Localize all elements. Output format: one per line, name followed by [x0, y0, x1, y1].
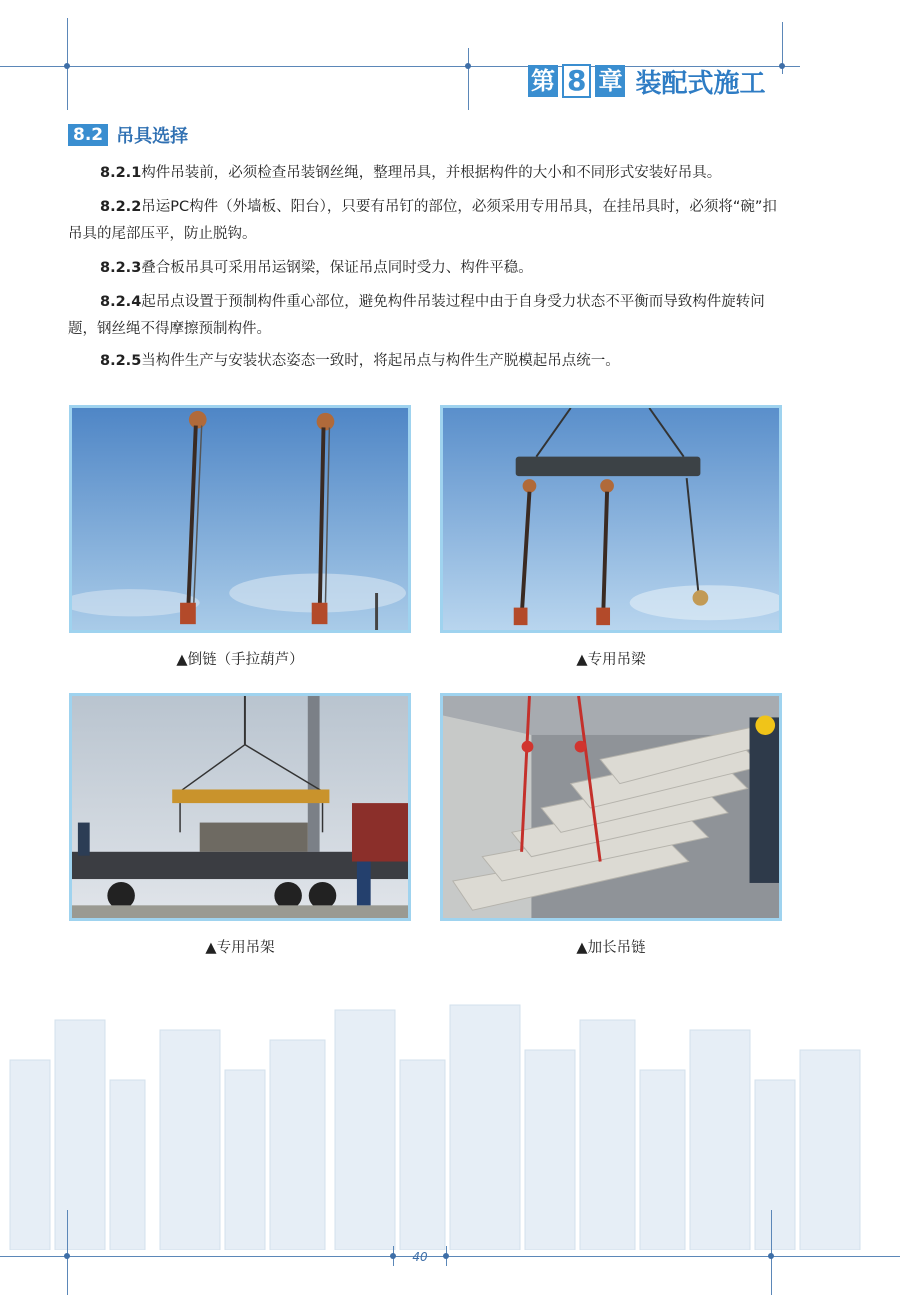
section-number: 8.2 — [68, 124, 108, 146]
photo-chain-hoist — [69, 405, 411, 633]
clause-text: 构件吊装前，必须检查吊装钢丝绳，整理吊具，并根据构件的大小和不同形式安装好吊具。 — [141, 165, 722, 181]
top-mid-dot — [465, 63, 471, 69]
section-title: 吊具选择 — [116, 126, 189, 147]
clause-text: 吊运PC构件（外墙板、阳台），只要有吊钉的部位，必须采用专用吊具，在挂吊具时，必须将“碗”扣吊具的尾部压平，防止脱钩。 — [68, 199, 777, 242]
photo-extended-chain — [440, 693, 782, 921]
bottom-mid-left-dot — [390, 1253, 396, 1259]
bottom-right-dot — [768, 1253, 774, 1259]
chapter-title: 装配式施工 — [635, 68, 766, 99]
paragraph-8-2-5 — [68, 348, 788, 375]
clause-text: 起吊点设置于预制构件重心部位，避免构件吊装过程中由于自身受力状态不平衡而导致构件旋转问题，钢丝绳不得摩擦预制构件。 — [68, 294, 765, 337]
paragraph-8-2-3 — [68, 255, 788, 282]
clause-text: 当构件生产与安装状态姿态一致时，将起吊点与构件生产脱模起吊点统一。 — [141, 353, 620, 369]
chapter-header — [528, 64, 766, 98]
skyline-background — [0, 1000, 900, 1250]
clause-number: 8.2.4 — [100, 294, 142, 310]
paragraph-8-2-2 — [68, 194, 788, 248]
clause-text: 叠合板吊具可采用吊运钢梁，保证吊点同时受力、构件平稳。 — [141, 260, 533, 276]
chapter-suffix: 章 — [595, 65, 625, 97]
caption-lifting-frame: ▲专用吊架 — [205, 940, 275, 956]
caption-extended-chain: ▲加长吊链 — [576, 940, 646, 956]
page-number: 40 — [412, 1250, 428, 1264]
top-left-dot — [64, 63, 70, 69]
clause-number: 8.2.1 — [100, 165, 142, 181]
section-heading — [68, 122, 188, 148]
chapter-number: 8 — [562, 64, 591, 98]
bottom-left-dot — [64, 1253, 70, 1259]
top-right-dot — [779, 63, 785, 69]
photo-lifting-frame — [69, 693, 411, 921]
paragraph-8-2-1 — [68, 160, 788, 187]
chapter-prefix: 第 — [528, 65, 558, 97]
paragraph-8-2-4 — [68, 289, 788, 343]
top-mid-vertical — [468, 48, 469, 110]
caption-spreader-beam: ▲专用吊梁 — [576, 652, 646, 668]
bottom-rule — [0, 1256, 900, 1257]
bottom-mid-right-dot — [443, 1253, 449, 1259]
clause-number: 8.2.5 — [100, 353, 142, 369]
photo-spreader-beam — [440, 405, 782, 633]
clause-number: 8.2.3 — [100, 260, 142, 276]
clause-number: 8.2.2 — [100, 199, 142, 215]
caption-chain-hoist: ▲倒链（手拉葫芦） — [176, 652, 304, 668]
